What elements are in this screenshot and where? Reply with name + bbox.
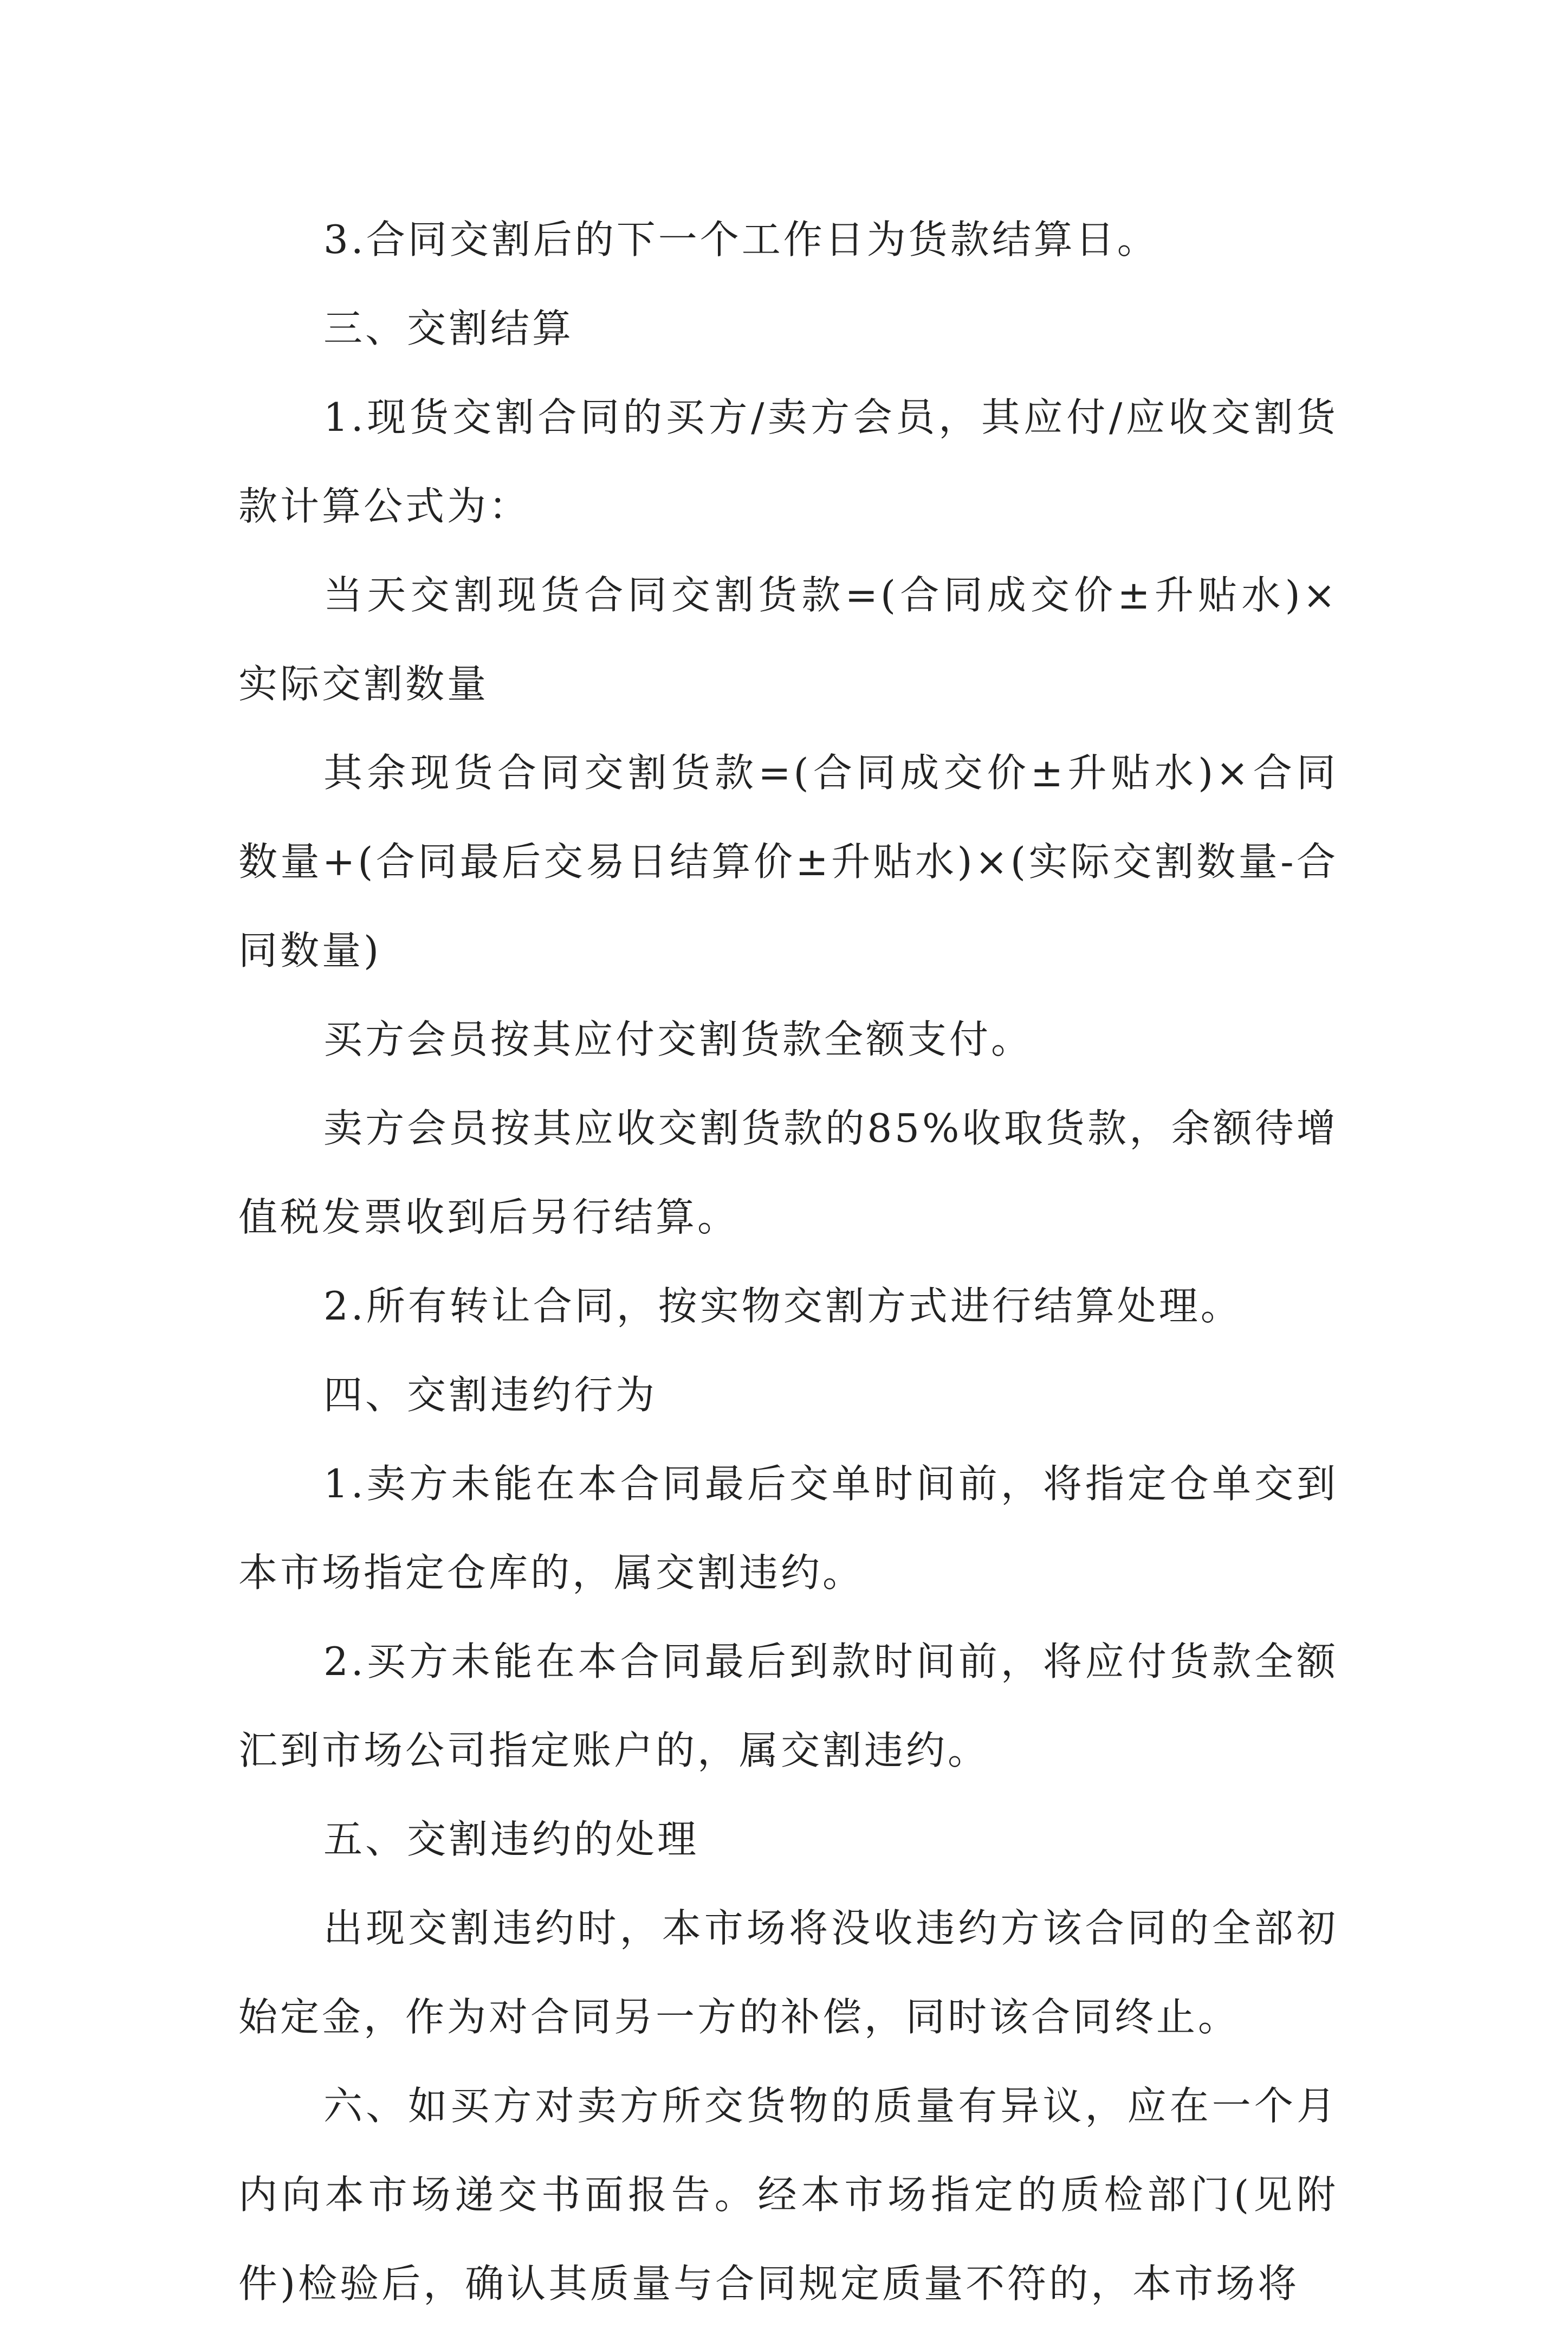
paragraph-settlement-date: 3.合同交割后的下一个工作日为货款结算日。 xyxy=(323,217,1159,262)
paragraph-transfer-contracts: 2.所有转让合同，按实物交割方式进行结算处理。 xyxy=(323,1283,1242,1329)
paragraph-seller-default: 1.卖方未能在本合同最后交单时间前，将指定仓单交到本市场指定仓库的，属交割违约。 xyxy=(238,1461,1338,1595)
paragraph-other-contracts-formula: 其余现货合同交割货款=(合同成交价±升贴水)×合同数量+(合同最后交易日结算价±升贴水)×(实际交割数量-合同数量) xyxy=(238,750,1338,973)
section-heading-delivery-settlement: 三、交割结算 xyxy=(323,306,574,351)
document-body xyxy=(238,195,1338,2328)
paragraph-payment-formula-intro: 1.现货交割合同的买方/卖方会员，其应付/应收交割货款计算公式为： xyxy=(238,395,1338,529)
paragraph-buyer-default: 2.买方未能在本合同最后到款时间前，将应付货款全额汇到市场公司指定账户的，属交割违约。 xyxy=(238,1639,1338,1773)
paragraph-default-handling: 出现交割违约时，本市场将没收违约方该合同的全部初始定金，作为对合同另一方的补偿，同时该合同终止。 xyxy=(238,1905,1338,2040)
paragraph-seller-payment: 卖方会员按其应收交割货款的85%收取货款，余额待增值税发票收到后另行结算。 xyxy=(238,1105,1338,1240)
paragraph-buyer-payment: 买方会员按其应付交割货款全额支付。 xyxy=(323,1017,1033,1062)
paragraph-quality-dispute: 六、如买方对卖方所交货物的质量有异议，应在一个月内向本市场递交书面报告。经本市场指定的质检部门(见附件)检验后，确认其质量与合同规定质量不符的，本市场将 xyxy=(238,2083,1338,2306)
paragraph-same-day-formula: 当天交割现货合同交割货款=(合同成交价±升贴水)×实际交割数量 xyxy=(238,572,1338,707)
section-heading-default-handling: 五、交割违约的处理 xyxy=(323,1816,699,1862)
section-heading-default-behavior: 四、交割违约行为 xyxy=(323,1372,658,1418)
